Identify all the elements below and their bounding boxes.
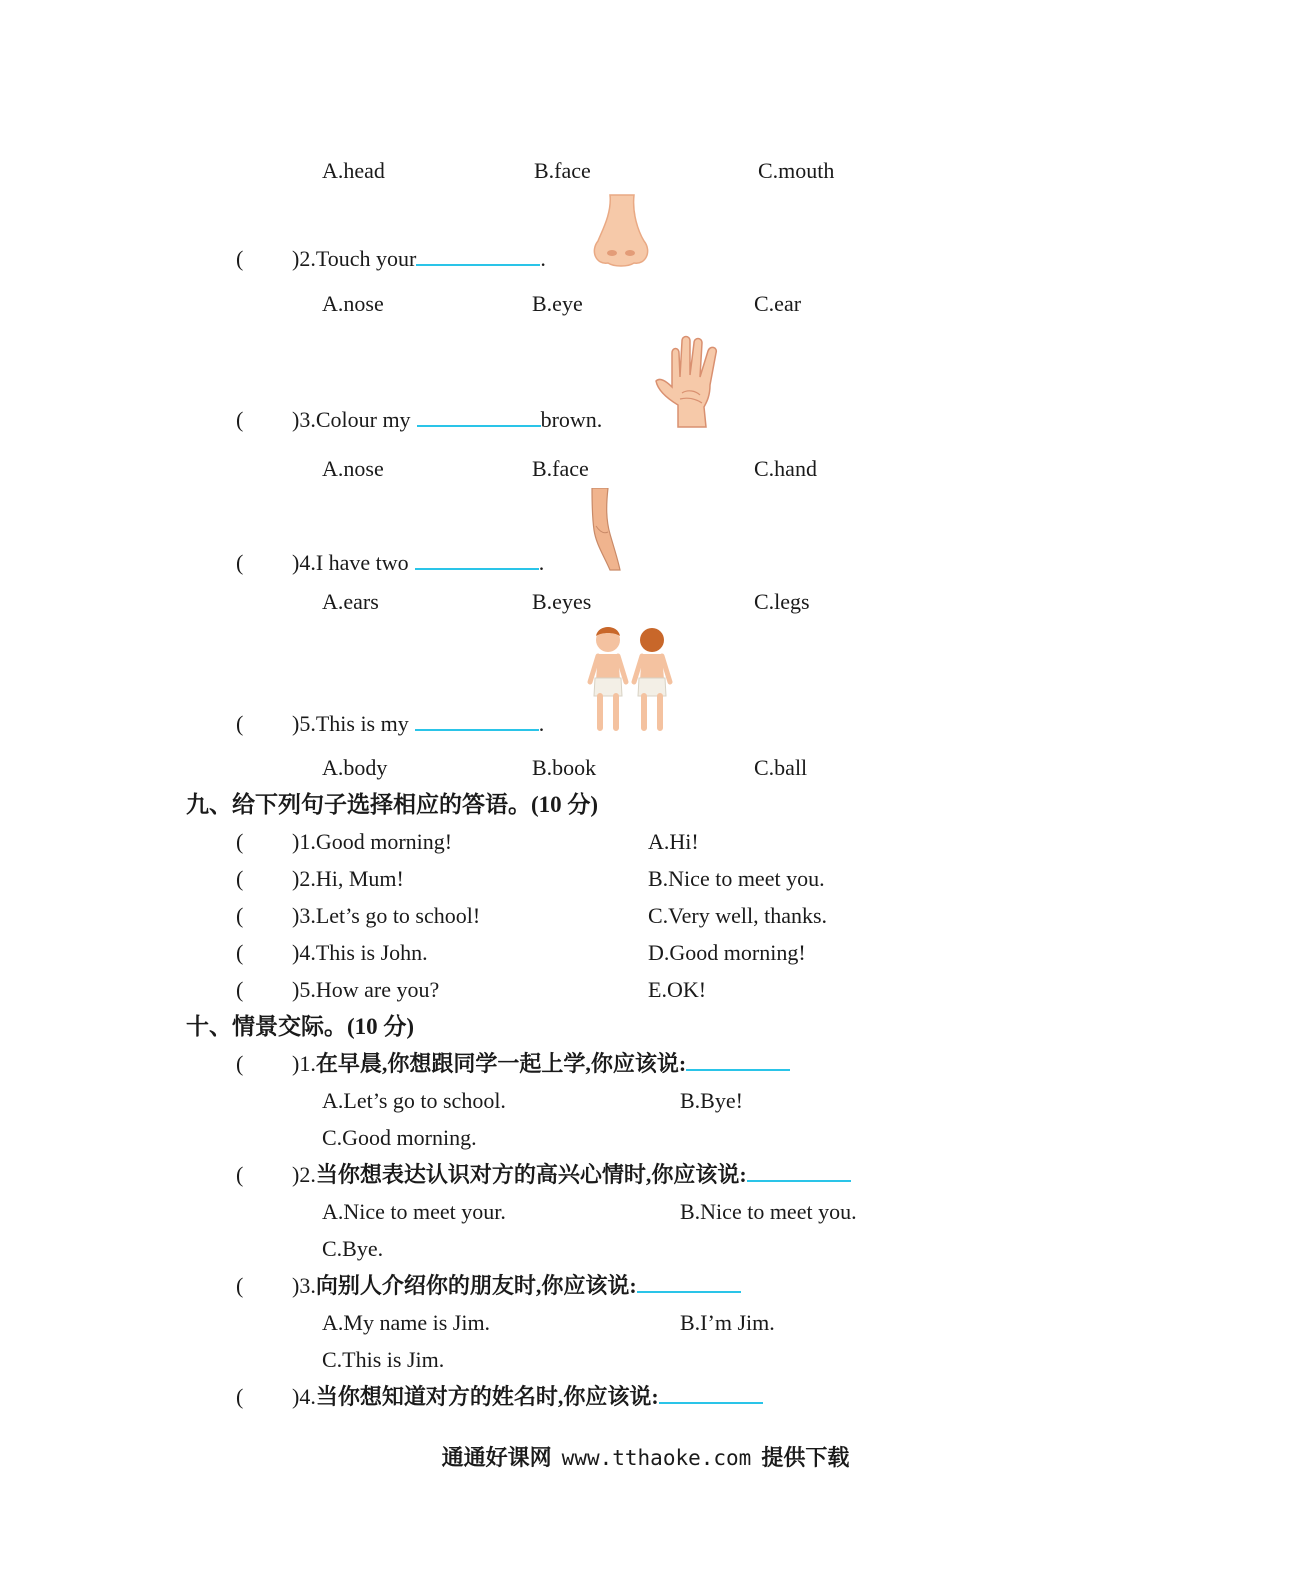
s10-q2-option-a: A.Nice to meet your.: [322, 1199, 506, 1224]
q5-text: This is my: [315, 711, 409, 736]
q3-option-b: B.face: [532, 456, 589, 481]
q2-option-c: C.ear: [754, 291, 802, 316]
s10-q2-option-b: B.Nice to meet you.: [680, 1199, 857, 1224]
s10-q3-paren: (: [236, 1273, 244, 1298]
s10-q1-paren: (: [236, 1051, 244, 1076]
s10-q4-question: [292, 1386, 763, 1408]
q5-number: )5.: [292, 711, 316, 736]
s9-q2-paren: (: [236, 866, 244, 891]
s9-answer-e: E.OK!: [648, 977, 707, 1002]
q2-end: .: [540, 246, 546, 271]
s10-q2-question: [292, 1164, 851, 1186]
s10-q3-option-c: C.This is Jim.: [322, 1347, 445, 1372]
q2-blank[interactable]: [416, 264, 540, 266]
leg-picture: [588, 488, 624, 572]
q3-text: Colour my: [315, 407, 411, 432]
q2-number: )2.: [292, 246, 316, 271]
q5-end: .: [538, 711, 545, 736]
section9-title: 九、给下列句子选择相应的答语。(10 分): [186, 792, 599, 817]
s10-q2-blank[interactable]: [747, 1180, 851, 1182]
s10-q2-paren: (: [236, 1162, 244, 1187]
footer-website-link[interactable]: www.tthaoke.com: [561, 1446, 752, 1470]
s10-q4-text: 当你想知道对方的姓名时,你应该说:: [315, 1384, 659, 1409]
s10-q2-number: )2.: [292, 1162, 316, 1187]
q3-option-c: C.hand: [754, 456, 817, 481]
s9-q5-text: )5.How are you?: [292, 977, 440, 1002]
s9-q3-text: )3.Let’s go to school!: [292, 903, 481, 928]
q4-option-a: A.ears: [322, 589, 379, 614]
q4-blank[interactable]: [415, 568, 539, 570]
s9-answer-d: D.Good morning!: [648, 940, 806, 965]
nose-picture: [588, 193, 654, 269]
q5-option-b: B.book: [532, 755, 597, 780]
q2-option-a: A.nose: [322, 291, 384, 316]
footer-provide-download: 提供下载: [761, 1445, 850, 1470]
q3-paren: (: [236, 407, 244, 432]
s10-q4-paren: (: [236, 1384, 244, 1409]
q4-end: .: [538, 550, 545, 575]
s10-q3-option-b: B.I’m Jim.: [680, 1310, 775, 1335]
s10-q3-question: [292, 1275, 741, 1297]
q2-paren: (: [236, 246, 244, 271]
s10-q3-option-a: A.My name is Jim.: [322, 1310, 491, 1335]
s9-q2-text: )2.Hi, Mum!: [292, 866, 404, 891]
s10-q4-blank[interactable]: [659, 1402, 763, 1404]
q2-option-b: B.eye: [532, 291, 583, 316]
q5-question: [292, 713, 544, 735]
q1-option-b: B.face: [534, 158, 591, 183]
q4-option-b: B.eyes: [532, 589, 592, 614]
q4-option-c: C.legs: [754, 589, 810, 614]
q3-option-a: A.nose: [322, 456, 384, 481]
s10-q3-text: 向别人介绍你的朋友时,你应该说:: [315, 1273, 637, 1298]
q3-number: )3.: [292, 407, 316, 432]
s10-q4-number: )4.: [292, 1384, 316, 1409]
q3-blank[interactable]: [417, 425, 541, 427]
q5-paren: (: [236, 711, 244, 736]
s9-answer-b: B.Nice to meet you.: [648, 866, 825, 891]
q5-option-c: C.ball: [754, 755, 808, 780]
q4-question: [292, 552, 544, 574]
s10-q1-text: 在早晨,你想跟同学一起上学,你应该说:: [315, 1051, 687, 1076]
q4-paren: (: [236, 550, 244, 575]
s9-answer-a: A.Hi!: [648, 829, 699, 854]
page-footer: [0, 1441, 1291, 1472]
footer-brand: 通通好课网: [441, 1445, 552, 1470]
s9-q1-text: )1.Good morning!: [292, 829, 453, 854]
q3-end: brown.: [540, 407, 603, 432]
s10-q3-blank[interactable]: [637, 1291, 741, 1293]
q3-question: [292, 409, 602, 431]
hand-picture: [652, 333, 728, 429]
q5-option-a: A.body: [322, 755, 388, 780]
s10-q2-text: 当你想表达认识对方的高兴心情时,你应该说:: [315, 1162, 747, 1187]
q4-text: I have two: [315, 550, 409, 575]
q1-option-a: A.head: [322, 158, 385, 183]
s9-q4-text: )4.This is John.: [292, 940, 428, 965]
q1-option-c: C.mouth: [758, 158, 835, 183]
q2-text: Touch your: [315, 246, 417, 271]
s10-q1-option-a: A.Let’s go to school.: [322, 1088, 506, 1113]
q2-question: [292, 248, 546, 270]
s9-answer-c: C.Very well, thanks.: [648, 903, 828, 928]
s10-q1-option-c: C.Good morning.: [322, 1125, 477, 1150]
s10-q1-question: [292, 1053, 790, 1075]
s9-q1-paren: (: [236, 829, 244, 854]
s10-q1-blank[interactable]: [686, 1069, 790, 1071]
s9-q5-paren: (: [236, 977, 244, 1002]
s9-q4-paren: (: [236, 940, 244, 965]
q4-number: )4.: [292, 550, 316, 575]
s10-q2-option-c: C.Bye.: [322, 1236, 384, 1261]
q5-blank[interactable]: [415, 729, 539, 731]
s9-q3-paren: (: [236, 903, 244, 928]
s10-q1-option-b: B.Bye!: [680, 1088, 743, 1113]
section10-title: 十、情景交际。(10 分): [186, 1014, 415, 1039]
body-picture: [586, 624, 676, 732]
s10-q1-number: )1.: [292, 1051, 316, 1076]
s10-q3-number: )3.: [292, 1273, 316, 1298]
